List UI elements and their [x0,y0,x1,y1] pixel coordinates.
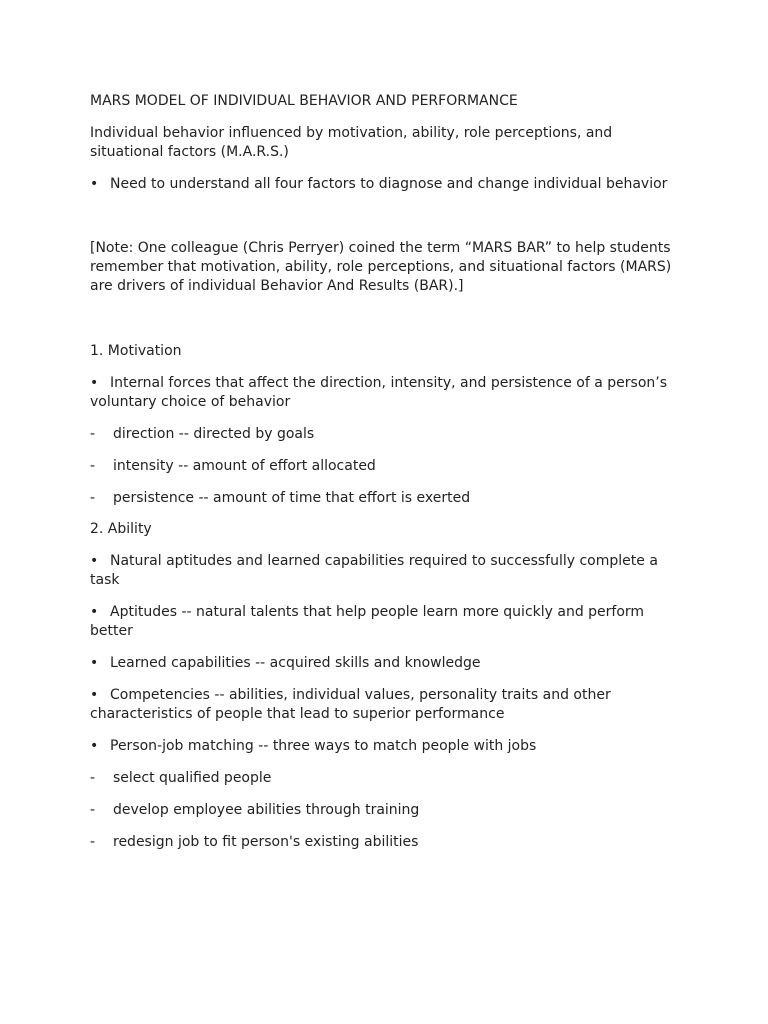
ability-bullet-text: Aptitudes -- natural talents that help people learn more quickly and perform better [90,604,645,639]
bullet-marker: • [90,375,99,391]
motivation-dash-text: persistence -- amount of time that effort is exerted [113,490,471,506]
motivation-dash-item [90,457,690,476]
ability-dash-text: redesign job to fit person's existing abilities [113,834,419,850]
note-paragraph: [Note: One colleague (Chris Perryer) coined the term “MARS BAR” to help students remember that motivation, ability, role perceptions, and situational factors (MARS) are drivers of individual Behavior And Results (BAR).] [90,240,672,294]
bullet-marker: • [90,738,99,754]
ability-bullet-item [90,737,690,756]
dash-marker: - [90,426,96,442]
ability-bullet-item [90,686,690,724]
ability-bullet-text: Person-job matching -- three ways to match people with jobs [110,738,537,754]
ability-dash-item [90,769,690,788]
intro-bullet-text: Need to understand all four factors to diagnose and change individual behavior [110,176,668,192]
intro-bullet-item [90,175,690,194]
ability-bullet-item [90,603,690,641]
motivation-dash-text: intensity -- amount of effort allocated [113,458,376,474]
ability-bullet-item [90,654,690,673]
ability-dash-item [90,833,690,852]
ability-bullet-text: Competencies -- abilities, individual values, personality traits and other characteristics of people that lead to superior performance [90,687,611,722]
motivation-dash-item [90,425,690,444]
ability-dash-text: develop employee abilities through training [113,802,420,818]
ability-dash-item [90,801,690,820]
dash-marker: - [90,770,96,786]
ability-bullet-text: Learned capabilities -- acquired skills and knowledge [110,655,481,671]
motivation-heading: 1. Motivation [90,343,182,359]
dash-marker: - [90,490,96,506]
dash-marker: - [90,458,96,474]
ability-bullet-text: Natural aptitudes and learned capabilities required to successfully complete a task [90,553,658,588]
motivation-dash-text: direction -- directed by goals [113,426,315,442]
intro-paragraph: Individual behavior influenced by motivation, ability, role perceptions, and situational factors (M.A.R.S.) [90,125,613,160]
bullet-marker: • [90,655,99,671]
bullet-marker: • [90,604,99,620]
bullet-marker: • [90,176,99,192]
dash-marker: - [90,802,96,818]
ability-dash-text: select qualified people [113,770,272,786]
ability-heading: 2. Ability [90,521,152,537]
bullet-marker: • [90,687,99,703]
motivation-dash-item [90,489,690,508]
bullet-marker: • [90,553,99,569]
motivation-bullet-text: Internal forces that affect the direction, intensity, and persistence of a person’s voluntary choice of behavior [90,375,667,410]
dash-marker: - [90,834,96,850]
ability-bullet-item [90,552,690,590]
motivation-bullet-item [90,374,690,412]
document-title: MARS MODEL OF INDIVIDUAL BEHAVIOR AND PERFORMANCE [90,93,518,109]
